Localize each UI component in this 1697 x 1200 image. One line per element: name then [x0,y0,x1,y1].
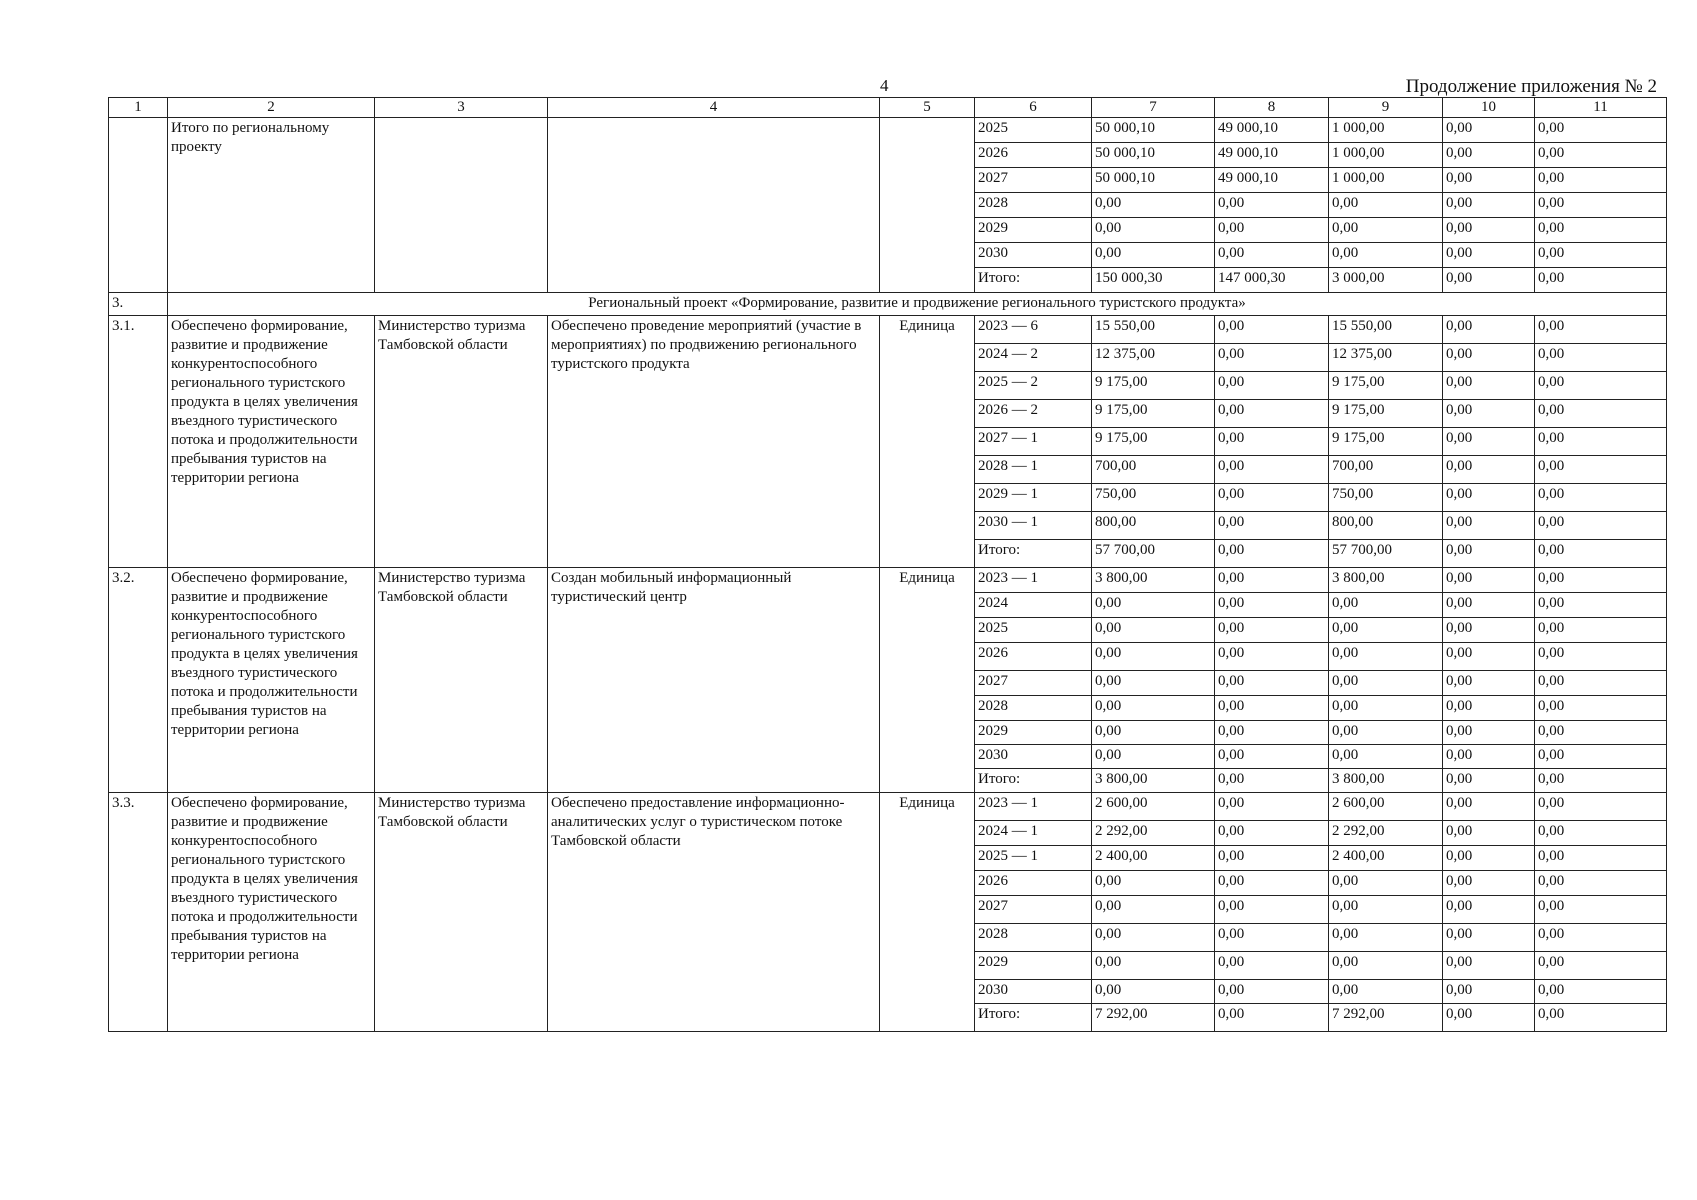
year-cell: 2029 — 1 [975,484,1092,512]
year-cell: 2024 — 2 [975,344,1092,372]
year-cell: 2028 [975,696,1092,721]
amount-cell: 0,00 [1092,671,1215,696]
amount-cell: 0,00 [1329,896,1443,924]
year-cell: 2028 [975,193,1092,218]
result-cell: Обеспечено проведение мероприятий (участие в мероприятиях) по продвижению регионального туристского продукта [548,316,880,568]
amount-cell: 0,00 [1535,793,1667,821]
year-cell: 2023 — 6 [975,316,1092,344]
amount-cell: 750,00 [1329,484,1443,512]
amount-cell: 57 700,00 [1329,540,1443,568]
result-cell: Обеспечено предоставление информационно-аналитических услуг о туристическом потоке Тамбовской области [548,793,880,1032]
amount-cell: 0,00 [1443,268,1535,293]
amount-cell: 0,00 [1329,243,1443,268]
amount-cell: 0,00 [1535,344,1667,372]
amount-cell: 0,00 [1443,243,1535,268]
amount-cell: 0,00 [1443,218,1535,243]
amount-cell: 700,00 [1092,456,1215,484]
continuation-caption: Продолжение приложения № 2 [1405,76,1657,97]
amount-cell: 0,00 [1443,696,1535,721]
amount-cell: 0,00 [1535,540,1667,568]
amount-cell: 0,00 [1443,193,1535,218]
amount-cell: 0,00 [1535,118,1667,143]
amount-cell: 0,00 [1329,871,1443,896]
table-body [109,118,1667,1032]
amount-cell: 0,00 [1443,721,1535,745]
amount-cell: 0,00 [1329,593,1443,618]
amount-cell: 0,00 [1329,952,1443,980]
amount-cell: 0,00 [1329,671,1443,696]
amount-cell: 0,00 [1215,540,1329,568]
amount-cell: 7 292,00 [1329,1004,1443,1032]
section-title-cell: Региональный проект «Формирование, развитие и продвижение регионального туристского продукта» [168,293,1667,316]
amount-cell: 3 800,00 [1329,568,1443,593]
amount-cell: 0,00 [1329,721,1443,745]
amount-cell: 3 800,00 [1329,769,1443,793]
executor-cell: Министерство туризма Тамбовской области [375,793,548,1032]
amount-cell: 0,00 [1329,696,1443,721]
amount-cell: 0,00 [1443,428,1535,456]
row-number-cell [109,118,168,293]
amount-cell: 0,00 [1443,618,1535,643]
amount-cell: 0,00 [1443,400,1535,428]
amount-cell: 0,00 [1215,512,1329,540]
amount-cell: 9 175,00 [1092,372,1215,400]
result-cell: Создан мобильный информационный туристический центр [548,568,880,793]
amount-cell: 0,00 [1535,871,1667,896]
amount-cell: 2 600,00 [1092,793,1215,821]
amount-cell: 0,00 [1092,618,1215,643]
year-cell: 2025 [975,118,1092,143]
amount-cell: 0,00 [1443,846,1535,871]
page-number: 4 [880,76,889,95]
amount-cell: 0,00 [1443,952,1535,980]
amount-cell: 0,00 [1535,924,1667,952]
amount-cell: 0,00 [1092,745,1215,769]
amount-cell: 0,00 [1215,745,1329,769]
amount-cell: 0,00 [1443,643,1535,671]
amount-cell: 1 000,00 [1329,118,1443,143]
year-cell: 2030 [975,745,1092,769]
amount-cell: 0,00 [1215,821,1329,846]
executor-cell: Министерство туризма Тамбовской области [375,568,548,793]
amount-cell: 0,00 [1535,316,1667,344]
amount-cell: 0,00 [1535,243,1667,268]
amount-cell: 0,00 [1535,512,1667,540]
amount-cell: 0,00 [1329,193,1443,218]
amount-cell: 0,00 [1443,896,1535,924]
amount-cell: 0,00 [1443,456,1535,484]
amount-cell: 0,00 [1092,980,1215,1004]
item-number-cell: 3.3. [109,793,168,1032]
amount-cell: 800,00 [1329,512,1443,540]
year-cell: 2023 — 1 [975,793,1092,821]
amount-cell: 1 000,00 [1329,143,1443,168]
amount-cell: 0,00 [1092,924,1215,952]
amount-cell: 0,00 [1535,846,1667,871]
table-row [109,568,1667,593]
amount-cell: 0,00 [1535,769,1667,793]
amount-cell: 0,00 [1443,540,1535,568]
amount-cell: 15 550,00 [1329,316,1443,344]
executor-cell: Министерство туризма Тамбовской области [375,316,548,568]
amount-cell: 0,00 [1443,316,1535,344]
amount-cell: 0,00 [1215,344,1329,372]
amount-cell: 0,00 [1535,568,1667,593]
amount-cell: 147 000,30 [1215,268,1329,293]
amount-cell: 0,00 [1092,896,1215,924]
amount-cell: 0,00 [1443,871,1535,896]
executor-cell [375,118,548,293]
amount-cell: 2 400,00 [1329,846,1443,871]
amount-cell: 0,00 [1092,952,1215,980]
amount-cell: 0,00 [1215,696,1329,721]
goal-cell: Обеспечено формирование, развитие и продвижение конкурентоспособного регионального туристского продукта в целях увеличения въездного туристического потока и продолжительности пребывания туристов на территории региона [168,793,375,1032]
amount-cell: 0,00 [1443,793,1535,821]
amount-cell: 3 800,00 [1092,769,1215,793]
financing-table [108,97,1667,1032]
amount-cell: 12 375,00 [1092,344,1215,372]
amount-cell: 0,00 [1535,821,1667,846]
amount-cell: 2 292,00 [1092,821,1215,846]
amount-cell: 0,00 [1215,618,1329,643]
year-cell: 2030 [975,980,1092,1004]
column-header: 8 [1215,98,1329,118]
amount-cell: 0,00 [1535,721,1667,745]
amount-cell: 0,00 [1215,769,1329,793]
year-cell: 2026 [975,643,1092,671]
amount-cell: 0,00 [1535,696,1667,721]
column-header: 11 [1535,98,1667,118]
amount-cell: 49 000,10 [1215,168,1329,193]
total-label-cell: Итого по региональному проекту [168,118,375,293]
amount-cell: 0,00 [1329,618,1443,643]
column-header: 1 [109,98,168,118]
amount-cell: 0,00 [1443,980,1535,1004]
amount-cell: 2 292,00 [1329,821,1443,846]
goal-cell: Обеспечено формирование, развитие и продвижение конкурентоспособного регионального туристского продукта в целях увеличения въездного туристического потока и продолжительности пребывания туристов на территории региона [168,568,375,793]
column-header: 3 [375,98,548,118]
amount-cell: 0,00 [1215,372,1329,400]
amount-cell: 0,00 [1535,456,1667,484]
amount-cell: 0,00 [1092,696,1215,721]
amount-cell: 0,00 [1215,924,1329,952]
column-header: 6 [975,98,1092,118]
section-number-cell: 3. [109,293,168,316]
amount-cell: 0,00 [1443,821,1535,846]
amount-cell: 0,00 [1443,568,1535,593]
amount-cell: 0,00 [1443,671,1535,696]
amount-cell: 0,00 [1215,846,1329,871]
year-cell: 2025 — 2 [975,372,1092,400]
amount-cell: 0,00 [1535,952,1667,980]
amount-cell: 0,00 [1443,745,1535,769]
amount-cell: 0,00 [1329,745,1443,769]
amount-cell: 9 175,00 [1329,400,1443,428]
amount-cell: 0,00 [1215,952,1329,980]
amount-cell: 57 700,00 [1092,540,1215,568]
amount-cell: 0,00 [1535,1004,1667,1032]
amount-cell: 0,00 [1215,1004,1329,1032]
amount-cell: 0,00 [1092,721,1215,745]
year-cell: 2028 [975,924,1092,952]
amount-cell: 0,00 [1443,118,1535,143]
amount-cell: 0,00 [1215,871,1329,896]
amount-cell: 0,00 [1215,568,1329,593]
amount-cell: 0,00 [1215,428,1329,456]
amount-cell: 1 000,00 [1329,168,1443,193]
amount-cell: 0,00 [1215,593,1329,618]
amount-cell: 9 175,00 [1092,400,1215,428]
year-cell: 2028 — 1 [975,456,1092,484]
amount-cell: 0,00 [1535,980,1667,1004]
amount-cell: 800,00 [1092,512,1215,540]
year-cell: 2030 — 1 [975,512,1092,540]
amount-cell: 0,00 [1092,643,1215,671]
result-cell [548,118,880,293]
amount-cell: 0,00 [1535,593,1667,618]
amount-cell: 15 550,00 [1092,316,1215,344]
amount-cell: 0,00 [1443,769,1535,793]
table-row [109,118,1667,143]
amount-cell: 0,00 [1329,924,1443,952]
year-cell: 2029 [975,721,1092,745]
amount-cell: 0,00 [1535,896,1667,924]
year-cell: 2029 [975,218,1092,243]
amount-cell: 0,00 [1443,344,1535,372]
amount-cell: 0,00 [1215,316,1329,344]
column-number-row [109,98,1667,118]
amount-cell: 0,00 [1215,671,1329,696]
amount-cell: 0,00 [1215,793,1329,821]
amount-cell: 0,00 [1443,512,1535,540]
amount-cell: 0,00 [1535,484,1667,512]
amount-cell: 0,00 [1443,372,1535,400]
amount-cell: 0,00 [1092,218,1215,243]
unit-cell: Единица [880,568,975,793]
amount-cell: 0,00 [1215,484,1329,512]
year-cell: 2023 — 1 [975,568,1092,593]
amount-cell: 0,00 [1443,593,1535,618]
amount-cell: 0,00 [1215,643,1329,671]
unit-cell [880,118,975,293]
amount-cell: 0,00 [1535,168,1667,193]
year-cell: 2024 [975,593,1092,618]
amount-cell: 50 000,10 [1092,168,1215,193]
amount-cell: 0,00 [1535,268,1667,293]
column-header: 7 [1092,98,1215,118]
year-cell: 2025 — 1 [975,846,1092,871]
year-cell: 2025 [975,618,1092,643]
unit-cell: Единица [880,316,975,568]
item-number-cell: 3.2. [109,568,168,793]
year-cell: 2024 — 1 [975,821,1092,846]
year-cell: 2027 [975,896,1092,924]
amount-cell: 2 400,00 [1092,846,1215,871]
goal-cell: Обеспечено формирование, развитие и продвижение конкурентоспособного регионального туристского продукта в целях увеличения въездного туристического потока и продолжительности пребывания туристов на территории региона [168,316,375,568]
amount-cell: 0,00 [1535,643,1667,671]
amount-cell: 0,00 [1215,980,1329,1004]
amount-cell: 12 375,00 [1329,344,1443,372]
amount-cell: 0,00 [1092,593,1215,618]
table-row [109,316,1667,344]
amount-cell: 0,00 [1092,871,1215,896]
amount-cell: 0,00 [1443,484,1535,512]
year-cell: 2029 [975,952,1092,980]
amount-cell: 49 000,10 [1215,143,1329,168]
amount-cell: 0,00 [1443,168,1535,193]
year-cell: 2026 [975,871,1092,896]
amount-cell: 9 175,00 [1092,428,1215,456]
amount-cell: 0,00 [1443,1004,1535,1032]
column-header: 4 [548,98,880,118]
section-row [109,293,1667,316]
column-header: 5 [880,98,975,118]
year-cell: 2026 — 2 [975,400,1092,428]
amount-cell: 50 000,10 [1092,143,1215,168]
amount-cell: 3 000,00 [1329,268,1443,293]
amount-cell: 49 000,10 [1215,118,1329,143]
amount-cell: 0,00 [1215,400,1329,428]
amount-cell: 0,00 [1215,193,1329,218]
unit-cell: Единица [880,793,975,1032]
year-cell: 2027 [975,168,1092,193]
amount-cell: 0,00 [1092,243,1215,268]
amount-cell: 2 600,00 [1329,793,1443,821]
amount-cell: 750,00 [1092,484,1215,512]
year-cell: Итого: [975,1004,1092,1032]
amount-cell: 3 800,00 [1092,568,1215,593]
amount-cell: 9 175,00 [1329,428,1443,456]
amount-cell: 0,00 [1535,193,1667,218]
year-cell: Итого: [975,268,1092,293]
amount-cell: 7 292,00 [1092,1004,1215,1032]
table-row [109,793,1667,821]
amount-cell: 700,00 [1329,456,1443,484]
amount-cell: 0,00 [1443,143,1535,168]
year-cell: Итого: [975,769,1092,793]
amount-cell: 0,00 [1215,456,1329,484]
year-cell: 2026 [975,143,1092,168]
amount-cell: 150 000,30 [1092,268,1215,293]
amount-cell: 0,00 [1215,243,1329,268]
item-number-cell: 3.1. [109,316,168,568]
amount-cell: 0,00 [1329,980,1443,1004]
column-header: 9 [1329,98,1443,118]
year-cell: 2027 [975,671,1092,696]
amount-cell: 0,00 [1535,671,1667,696]
amount-cell: 0,00 [1329,218,1443,243]
column-header: 2 [168,98,375,118]
amount-cell: 0,00 [1535,400,1667,428]
year-cell: 2027 — 1 [975,428,1092,456]
amount-cell: 0,00 [1535,372,1667,400]
amount-cell: 0,00 [1215,721,1329,745]
year-cell: 2030 [975,243,1092,268]
amount-cell: 9 175,00 [1329,372,1443,400]
amount-cell: 50 000,10 [1092,118,1215,143]
amount-cell: 0,00 [1092,193,1215,218]
amount-cell: 0,00 [1535,745,1667,769]
year-cell: Итого: [975,540,1092,568]
amount-cell: 0,00 [1443,924,1535,952]
amount-cell: 0,00 [1535,218,1667,243]
amount-cell: 0,00 [1215,896,1329,924]
amount-cell: 0,00 [1215,218,1329,243]
amount-cell: 0,00 [1535,618,1667,643]
column-header: 10 [1443,98,1535,118]
amount-cell: 0,00 [1329,643,1443,671]
amount-cell: 0,00 [1535,143,1667,168]
amount-cell: 0,00 [1535,428,1667,456]
